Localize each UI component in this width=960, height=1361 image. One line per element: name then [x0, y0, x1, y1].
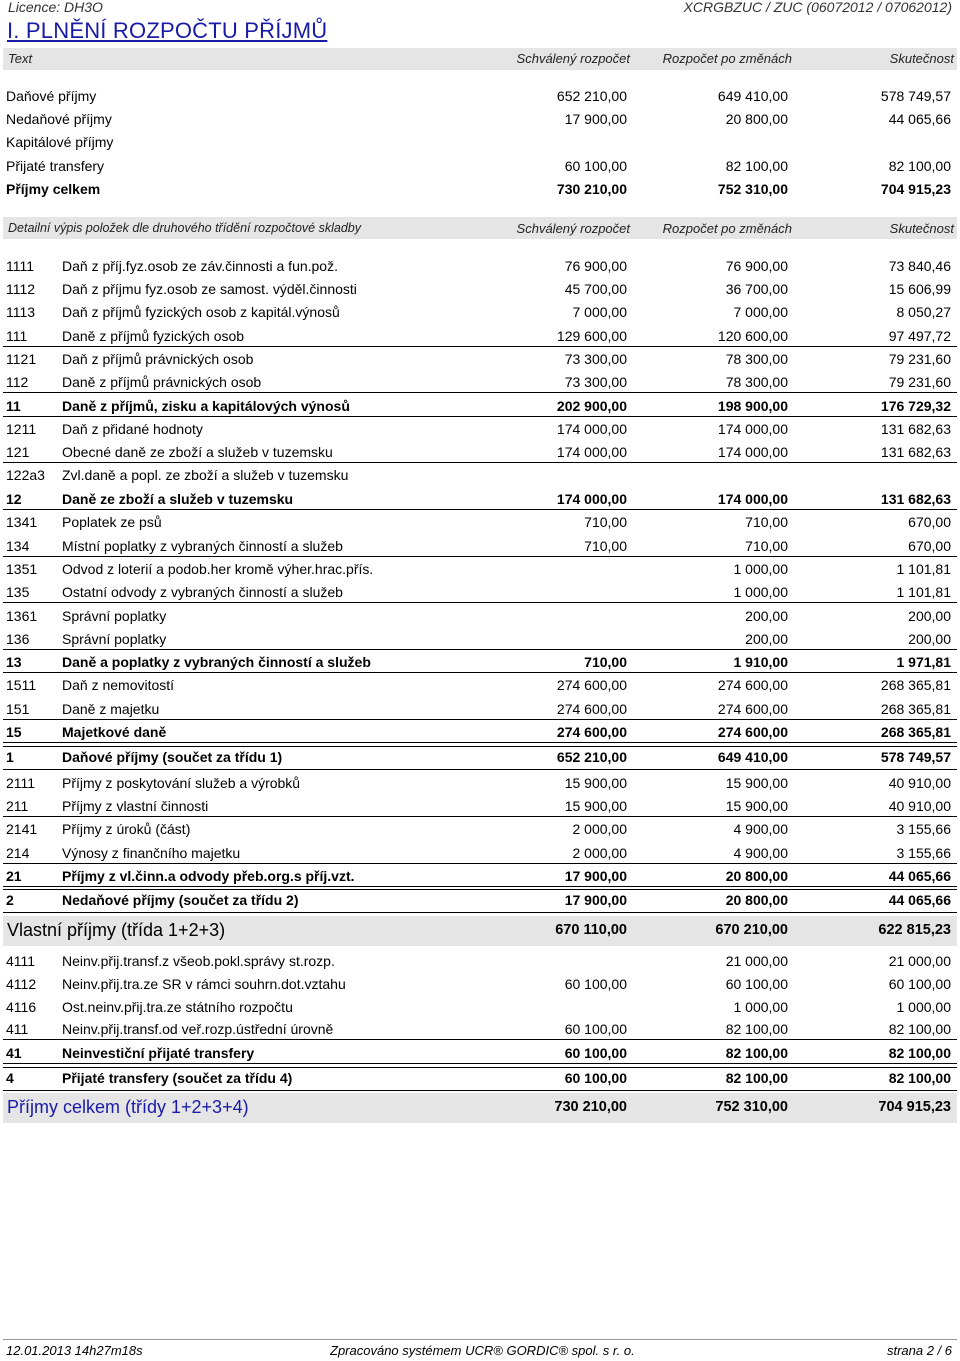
detail-value-c2: 1 000,00: [733, 999, 788, 1015]
row-divider: [3, 649, 957, 650]
detail-value-c1: 2 000,00: [572, 821, 627, 837]
row-divider: [3, 742, 957, 743]
detail-label: Poplatek ze psů: [62, 514, 162, 530]
detail-code: 21: [6, 868, 22, 884]
detail-value-c1: 17 900,00: [564, 892, 627, 908]
detail-value-c2: 60 100,00: [725, 976, 788, 992]
detail-value-c3: 82 100,00: [888, 1021, 951, 1037]
detail-label: Neinvestiční přijaté transfery: [62, 1045, 255, 1061]
detail-row: [0, 749, 960, 771]
detail-label: Daně z příjmů, zisku a kapitálových výnosů: [62, 398, 350, 414]
detail-value-c2: 174 000,00: [717, 421, 788, 437]
row-divider: [3, 1039, 957, 1040]
summary-value-c3: 704 915,23: [880, 181, 951, 197]
detail-value-c3: 704 915,23: [878, 1099, 951, 1115]
detail-code: 214: [6, 845, 30, 861]
detail-label: Zvl.daně a popl. ze zboží a služeb v tuzemsku: [62, 467, 349, 483]
detail-value-c2: 78 300,00: [725, 351, 788, 367]
detail-value-c1: 15 900,00: [564, 798, 627, 814]
row-divider: [3, 1063, 957, 1064]
detail-row: [0, 467, 960, 489]
row-divider: [3, 719, 957, 720]
detail-value-c3: 82 100,00: [888, 1070, 951, 1086]
detail-value-c2: 200,00: [745, 631, 788, 647]
row-divider: [3, 346, 957, 347]
detail-value-c3: 670,00: [908, 538, 951, 554]
detail-code: 134: [6, 538, 30, 554]
detail-code: 1113: [6, 304, 36, 320]
row-divider: [3, 1090, 957, 1091]
detail-label: Daně a poplatky z vybraných činností a služeb: [62, 654, 371, 670]
summary-label: Kapitálové příjmy: [6, 134, 114, 150]
detail-value-c2: 82 100,00: [725, 1070, 788, 1086]
section-divider: [3, 889, 957, 890]
detail-value-c1: 174 000,00: [556, 491, 627, 507]
detail-label: Nedaňové příjmy (součet za třídu 2): [62, 892, 299, 908]
footer-page: strana 2 / 6: [886, 1343, 952, 1358]
licence-label: Licence: DH3O: [8, 0, 103, 15]
row-divider: [3, 863, 957, 864]
row-divider: [3, 392, 957, 393]
detail-value-c1: 7 000,00: [572, 304, 627, 320]
detail-code: 1121: [6, 351, 37, 367]
detail-value-c2: 78 300,00: [725, 374, 788, 390]
detail-label: Majetkové daně: [62, 724, 167, 740]
detail-code: 151: [6, 701, 30, 717]
detail-value-c2: 670 210,00: [715, 922, 788, 938]
detail-code: 41: [6, 1045, 22, 1061]
detail-label: Příjmy z úroků (část): [62, 821, 191, 837]
detail-label: Místní poplatky z vybraných činností a služeb: [62, 538, 343, 554]
detail-label: Daň z příjmů právnických osob: [62, 351, 254, 367]
detail-value-c1: 2 000,00: [572, 845, 627, 861]
detail-value-c3: 8 050,27: [896, 304, 951, 320]
detail-code: 1351: [6, 561, 38, 577]
detail-value-c1: 174 000,00: [556, 421, 627, 437]
detail-value-c3: 1 101,81: [896, 561, 951, 577]
summary-col-text: Text: [8, 51, 33, 66]
detail-value-c3: 131 682,63: [880, 421, 951, 437]
detail-value-c1: 129 600,00: [556, 328, 627, 344]
detail-value-c3: 40 910,00: [888, 798, 951, 814]
detail-label: Ostatní odvody z vybraných činností a služeb: [62, 584, 343, 600]
detail-value-c1: 670 110,00: [555, 922, 627, 938]
detail-value-c1: 274 600,00: [556, 724, 627, 740]
detail-label: Daň z nemovitostí: [62, 677, 175, 693]
detail-label: Správní poplatky: [62, 608, 167, 624]
detail-value-c3: 268 365,81: [880, 724, 951, 740]
detail-label: Daně z příjmů právnických osob: [62, 374, 262, 390]
detail-value-c3: 1 000,00: [896, 999, 951, 1015]
summary-row: [0, 158, 960, 180]
detail-row: [0, 351, 960, 373]
detail-code: 1361: [6, 608, 38, 624]
detail-value-c3: 622 815,23: [878, 922, 951, 938]
detail-col-approved: Schválený rozpočet: [516, 221, 630, 236]
detail-value-c3: 60 100,00: [888, 976, 951, 992]
summary-value-c1: 17 900,00: [564, 111, 627, 127]
detail-code: 4: [6, 1070, 14, 1086]
summary-value-c3: 82 100,00: [888, 158, 951, 174]
detail-value-c2: 710,00: [745, 514, 788, 530]
row-divider: [3, 416, 957, 417]
detail-code: 411: [6, 1021, 29, 1037]
detail-value-c1: 73 300,00: [564, 374, 627, 390]
detail-row: [0, 892, 960, 914]
detail-value-c3: 131 682,63: [880, 444, 951, 460]
summary-row: [0, 111, 960, 133]
detail-row: [0, 1070, 960, 1092]
detail-code: 1: [6, 749, 14, 765]
row-divider: [3, 769, 957, 770]
detail-row: [0, 258, 960, 280]
summary-value-c2: 649 410,00: [717, 88, 788, 104]
detail-value-c2: 76 900,00: [725, 258, 788, 274]
summary-label: Nedaňové příjmy: [6, 111, 112, 127]
row-divider: [3, 462, 957, 463]
detail-row: [0, 608, 960, 630]
detail-value-c3: 3 155,66: [896, 821, 951, 837]
detail-row: [0, 920, 960, 946]
detail-code: 111: [6, 328, 28, 344]
detail-row: [0, 421, 960, 443]
detail-value-c3: 97 497,72: [888, 328, 951, 344]
detail-value-c1: 730 210,00: [554, 1099, 627, 1115]
detail-row: [0, 677, 960, 699]
detail-row: [0, 514, 960, 536]
detail-code: 121: [6, 444, 30, 460]
summary-header-band: [3, 48, 957, 70]
detail-value-c2: 20 800,00: [725, 892, 788, 908]
detail-value-c1: 60 100,00: [564, 976, 627, 992]
summary-label: Přijaté transfery: [6, 158, 105, 174]
row-divider: [3, 672, 957, 673]
detail-label: Příjmy z vlastní činnosti: [62, 798, 209, 814]
detail-label: Neinv.přij.tra.ze SR v rámci souhrn.dot.vztahu: [62, 976, 346, 992]
detail-value-c3: 40 910,00: [888, 775, 951, 791]
detail-value-c2: 82 100,00: [725, 1045, 788, 1061]
detail-label: Ost.neinv.přij.tra.ze státního rozpočtu: [62, 999, 293, 1015]
detail-code: 13: [6, 654, 22, 670]
detail-value-c1: 710,00: [584, 654, 627, 670]
detail-code: 1112: [6, 281, 36, 297]
detail-col-actual: Skutečnost: [889, 221, 954, 236]
detail-col-revised: Rozpočet po změnách: [662, 221, 792, 236]
detail-value-c3: 79 231,60: [888, 374, 951, 390]
summary-col-revised: Rozpočet po změnách: [662, 51, 792, 66]
detail-value-c2: 36 700,00: [725, 281, 788, 297]
detail-value-c1: 76 900,00: [564, 258, 627, 274]
summary-col-approved: Schválený rozpočet: [516, 51, 630, 66]
detail-value-c3: 200,00: [908, 608, 951, 624]
detail-label: Příjmy z poskytování služeb a výrobků: [62, 775, 301, 791]
summary-row: [0, 134, 960, 156]
detail-code: 4116: [6, 999, 37, 1015]
section-divider: [3, 1067, 957, 1068]
detail-code: 122a3: [6, 467, 45, 483]
summary-value-c2: 82 100,00: [725, 158, 788, 174]
detail-row: [0, 775, 960, 797]
section-divider: [3, 746, 957, 747]
detail-value-c3: 1 101,81: [896, 584, 951, 600]
row-divider: [3, 886, 957, 887]
detail-value-c3: 3 155,66: [896, 845, 951, 861]
row-divider: [3, 509, 957, 510]
detail-code: 135: [6, 584, 30, 600]
row-divider: [3, 816, 957, 817]
detail-label: Výnosy z finančního majetku: [62, 845, 241, 861]
detail-value-c3: 268 365,81: [880, 701, 951, 717]
detail-label: Daň z přidané hodnoty: [62, 421, 203, 437]
detail-label: Neinv.přij.transf.z všeob.pokl.správy st.rozp.: [62, 953, 335, 969]
detail-value-c1: 710,00: [584, 538, 627, 554]
row-divider: [3, 602, 957, 603]
detail-value-c2: 710,00: [745, 538, 788, 554]
footer-datetime: 12.01.2013 14h27m18s: [6, 1343, 143, 1358]
detail-value-c3: 21 000,00: [888, 953, 951, 969]
row-divider: [3, 556, 957, 557]
detail-label: Daň z příjmu fyz.osob ze samost. výděl.činnosti: [62, 281, 357, 297]
detail-code: 4112: [6, 976, 37, 992]
detail-value-c1: 710,00: [584, 514, 627, 530]
detail-label: Daně z příjmů fyzických osob: [62, 328, 245, 344]
detail-value-c2: 15 900,00: [725, 775, 788, 791]
detail-value-c3: 1 971,81: [896, 654, 951, 670]
detail-code: 1111: [6, 258, 35, 274]
row-divider: [3, 912, 957, 913]
summary-value-c3: 578 749,57: [880, 88, 951, 104]
detail-value-c3: 15 606,99: [888, 281, 951, 297]
summary-value-c3: 44 065,66: [888, 111, 951, 127]
summary-value-c2: 752 310,00: [717, 181, 788, 197]
detail-value-c2: 174 000,00: [717, 491, 788, 507]
detail-label: Odvod z loterií a podob.her kromě výher.hrac.přís.: [62, 561, 374, 577]
detail-value-c2: 21 000,00: [725, 953, 788, 969]
detail-value-c2: 752 310,00: [715, 1099, 788, 1115]
summary-col-actual: Skutečnost: [889, 51, 954, 66]
detail-row: [0, 821, 960, 843]
detail-row: [0, 1097, 960, 1123]
detail-value-c3: 578 749,57: [880, 749, 951, 765]
footer-system: Zpracováno systémem UCR® GORDIC® spol. s r. o.: [330, 1343, 635, 1358]
detail-code: 2111: [6, 775, 36, 791]
detail-row: [0, 304, 960, 326]
detail-value-c1: 60 100,00: [564, 1021, 627, 1037]
detail-value-c2: 274 600,00: [717, 677, 788, 693]
detail-value-c2: 274 600,00: [717, 701, 788, 717]
detail-label: Příjmy celkem (třídy 1+2+3+4): [7, 1097, 249, 1117]
detail-value-c2: 200,00: [745, 608, 788, 624]
summary-value-c1: 730 210,00: [556, 181, 627, 197]
detail-value-c2: 120 600,00: [717, 328, 788, 344]
detail-label: Daňové příjmy (součet za třídu 1): [62, 749, 283, 765]
detail-row: [0, 976, 960, 998]
detail-value-c3: 82 100,00: [888, 1045, 951, 1061]
detail-value-c2: 198 900,00: [717, 398, 788, 414]
detail-value-c2: 15 900,00: [725, 798, 788, 814]
detail-label: Daň z příj.fyz.osob ze záv.činnosti a fun.pož.: [62, 258, 338, 274]
detail-value-c2: 82 100,00: [725, 1021, 788, 1037]
detail-value-c1: 652 210,00: [556, 749, 627, 765]
detail-code: 1341: [6, 514, 38, 530]
detail-code: 1511: [6, 677, 37, 693]
detail-code: 1211: [6, 421, 37, 437]
detail-label: Správní poplatky: [62, 631, 167, 647]
detail-label: Daně ze zboží a služeb v tuzemsku: [62, 491, 294, 507]
detail-value-c3: 268 365,81: [880, 677, 951, 693]
detail-value-c2: 274 600,00: [717, 724, 788, 740]
detail-col-text: Detailní výpis položek dle druhového třídění rozpočtové skladby: [8, 221, 361, 235]
summary-value-c1: 60 100,00: [564, 158, 627, 174]
detail-label: Přijaté transfery (součet za třídu 4): [62, 1070, 293, 1086]
detail-row: [0, 561, 960, 583]
detail-value-c3: 176 729,32: [880, 398, 951, 414]
detail-code: 2: [6, 892, 14, 908]
detail-value-c2: 1 000,00: [733, 584, 788, 600]
detail-label: Daň z příjmů fyzických osob z kapitál.výnosů: [62, 304, 340, 320]
detail-value-c2: 1 910,00: [733, 654, 788, 670]
detail-value-c3: 200,00: [908, 631, 951, 647]
detail-value-c2: 4 900,00: [733, 845, 788, 861]
summary-row: [0, 88, 960, 110]
summary-value-c2: 20 800,00: [725, 111, 788, 127]
detail-value-c3: 44 065,66: [888, 868, 951, 884]
detail-label: Daně z majetku: [62, 701, 160, 717]
detail-value-c1: 60 100,00: [564, 1045, 627, 1061]
detail-value-c1: 274 600,00: [556, 701, 627, 717]
detail-value-c1: 60 100,00: [564, 1070, 627, 1086]
detail-value-c2: 649 410,00: [717, 749, 788, 765]
detail-value-c1: 73 300,00: [564, 351, 627, 367]
detail-code: 136: [6, 631, 30, 647]
detail-value-c1: 17 900,00: [564, 868, 627, 884]
detail-row: [0, 281, 960, 303]
detail-value-c3: 131 682,63: [880, 491, 951, 507]
detail-value-c1: 202 900,00: [556, 398, 627, 414]
detail-code: 12: [6, 491, 22, 507]
detail-value-c3: 670,00: [908, 514, 951, 530]
detail-label: Vlastní příjmy (třída 1+2+3): [7, 920, 226, 940]
detail-code: 2141: [6, 821, 38, 837]
detail-value-c3: 73 840,46: [888, 258, 951, 274]
summary-row: [0, 181, 960, 203]
detail-code: 211: [6, 798, 29, 814]
summary-label: Příjmy celkem: [6, 181, 101, 197]
detail-code: 112: [6, 374, 29, 390]
detail-value-c2: 4 900,00: [733, 821, 788, 837]
footer-rule: [3, 1339, 957, 1340]
detail-label: Obecné daně ze zboží a služeb v tuzemsku: [62, 444, 333, 460]
detail-value-c2: 1 000,00: [733, 561, 788, 577]
detail-value-c2: 20 800,00: [725, 868, 788, 884]
detail-code: 11: [6, 398, 21, 414]
detail-value-c2: 174 000,00: [717, 444, 788, 460]
page-title: I. PLNĚNÍ ROZPOČTU PŘÍJMŮ: [7, 18, 328, 43]
detail-row: [0, 953, 960, 975]
detail-value-c3: 44 065,66: [888, 892, 951, 908]
detail-row: [0, 999, 960, 1021]
detail-value-c1: 274 600,00: [556, 677, 627, 693]
summary-value-c1: 652 210,00: [556, 88, 627, 104]
detail-value-c1: 15 900,00: [564, 775, 627, 791]
detail-value-c1: 45 700,00: [564, 281, 627, 297]
detail-value-c1: 174 000,00: [556, 444, 627, 460]
detail-label: Neinv.přij.transf.od veř.rozp.ústřední úrovně: [62, 1021, 334, 1037]
detail-code: 15: [6, 724, 22, 740]
report-code: XCRGBZUC / ZUC (06072012 / 07062012): [683, 0, 952, 15]
detail-value-c3: 79 231,60: [888, 351, 951, 367]
detail-value-c2: 7 000,00: [733, 304, 788, 320]
detail-label: Příjmy z vl.činn.a odvody přeb.org.s příj.vzt.: [62, 868, 355, 884]
detail-code: 4111: [6, 953, 36, 969]
summary-label: Daňové příjmy: [6, 88, 97, 104]
